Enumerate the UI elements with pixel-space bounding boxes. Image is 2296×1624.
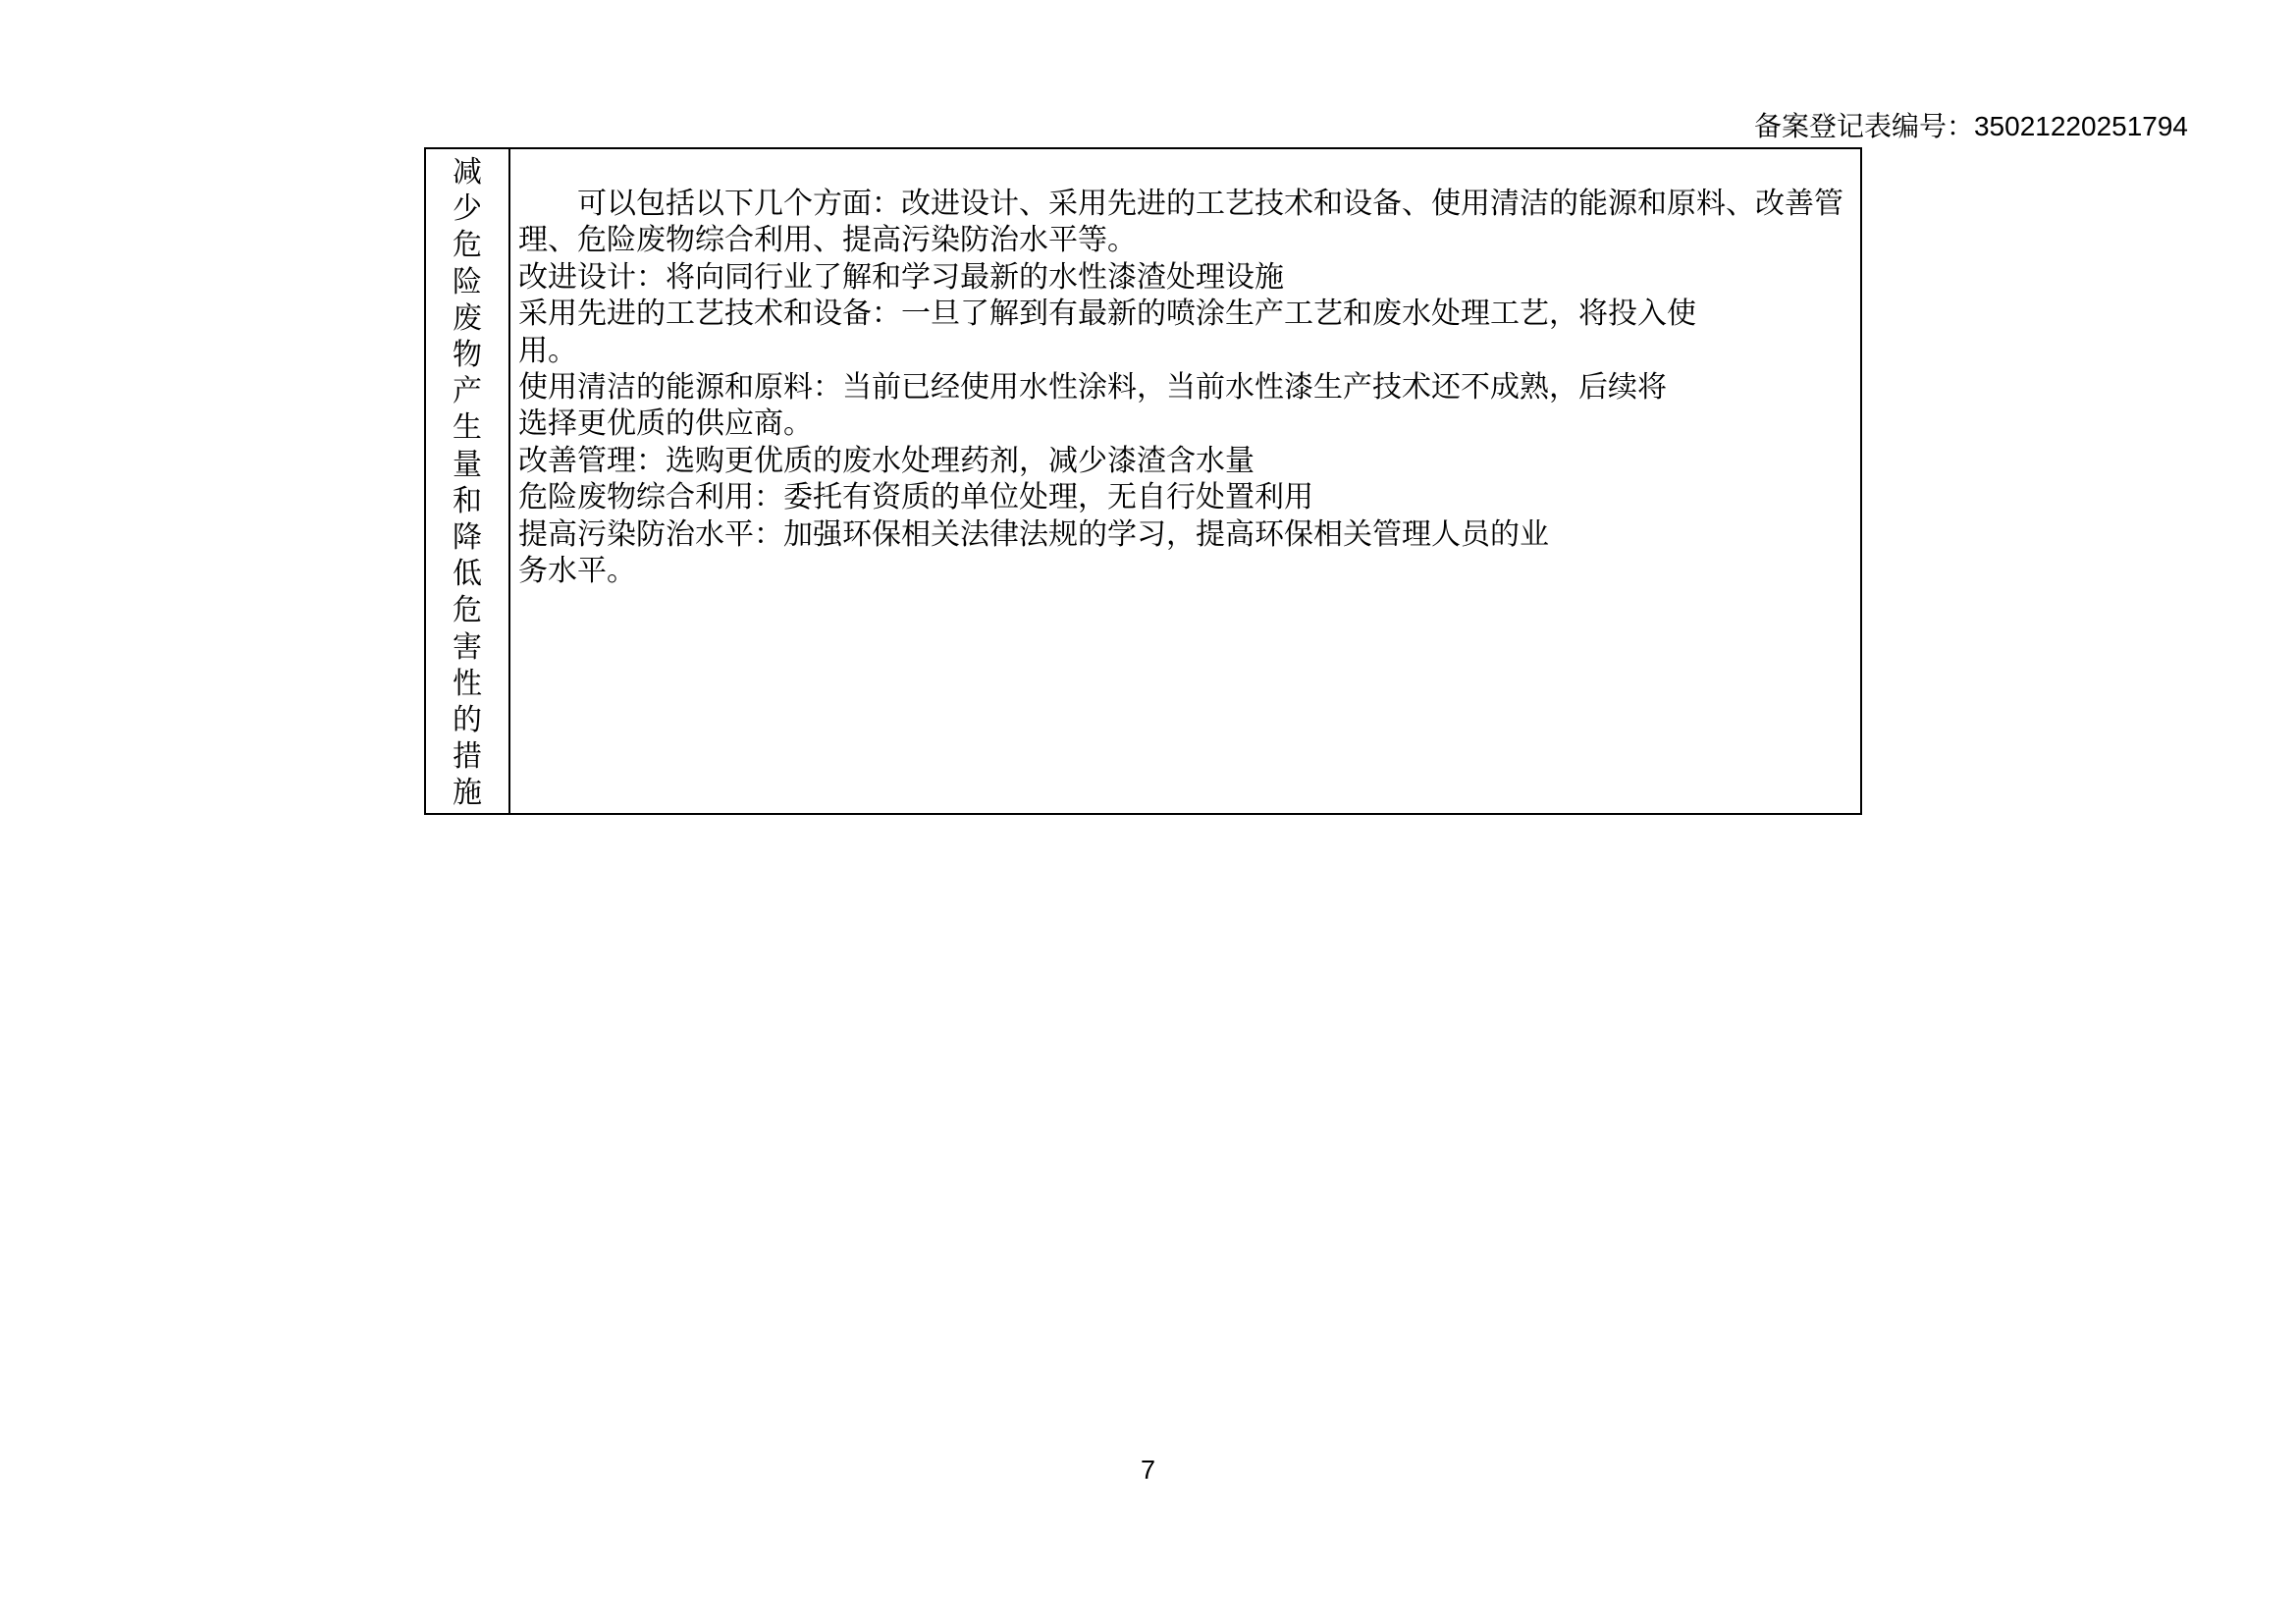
measures-content-cell	[510, 149, 1860, 813]
measures-table	[424, 147, 1862, 815]
row-header-cell	[426, 149, 510, 813]
filing-number-label: 备案登记表编号：35021220251794	[1753, 111, 2188, 141]
page-number: 7	[1140, 1455, 1156, 1485]
text-line: 可以包括以下几个方面：改进设计、采用先进的工艺技术和设备、使用清洁的能源和原料、改善管	[577, 188, 1843, 220]
text-line: 提高污染防治水平：加强环保相关法律法规的学习，提高环保相关管理人员的业	[518, 517, 1549, 551]
text-line: 用。	[518, 334, 577, 367]
row-header-label: 减少危险废物产生量和降低危害性的措施	[453, 156, 482, 810]
text-line: 危险废物综合利用：委托有资质的单位处理，无自行处置利用	[518, 481, 1313, 514]
text-line: 务水平。	[518, 555, 636, 588]
text-line: 使用清洁的能源和原料：当前已经使用水性涂料，当前水性漆生产技术还不成熟，后续将	[518, 371, 1667, 405]
text-line: 改进设计：将向同行业了解和学习最新的水性漆渣处理设施	[518, 260, 1284, 294]
text-line: 改善管理：选购更优质的废水处理药剂，减少漆渣含水量	[518, 444, 1255, 477]
text-line: 选择更优质的供应商。	[518, 407, 813, 441]
text-line: 理、危险废物综合利用、提高污染防治水平等。	[518, 224, 1137, 257]
text-line: 采用先进的工艺技术和设备：一旦了解到有最新的喷涂生产工艺和废水处理工艺，将投入使	[518, 298, 1696, 331]
